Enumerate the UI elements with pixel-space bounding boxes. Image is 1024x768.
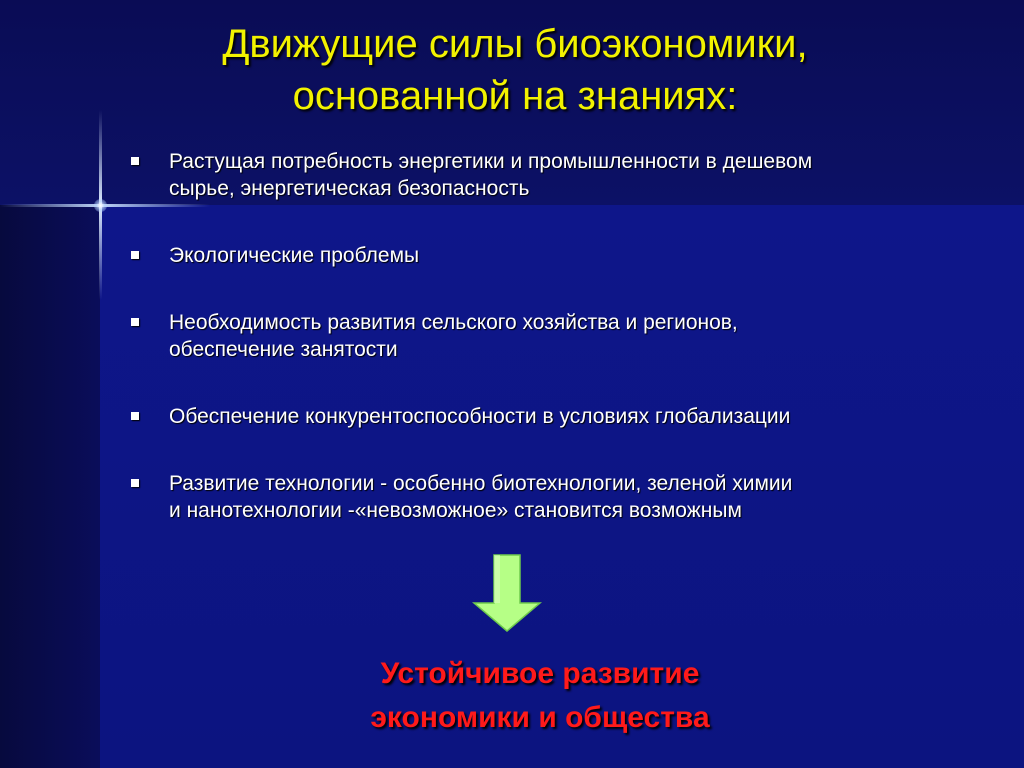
square-bullet-icon [131, 412, 139, 420]
bullet-line: и нанотехнологии -«невозможное» становится возможным [169, 499, 742, 522]
lens-flare-core [94, 199, 107, 212]
bullet-item [130, 242, 960, 269]
conclusion-text [290, 652, 790, 740]
bullet-line: Необходимость развития сельского хозяйства и регионов, [169, 311, 738, 334]
square-bullet-icon [131, 318, 139, 326]
bullet-line: Обеспечение конкурентоспособности в условиях глобализации [169, 405, 791, 428]
slide-title-line-2: основанной на знаниях: [292, 74, 738, 118]
slide-title-line-1: Движущие силы биоэкономики, [222, 22, 808, 66]
bullet-list [130, 148, 960, 524]
bullet-line: Развитие технологии - особенно биотехнологии, зеленой химии [169, 472, 793, 495]
square-bullet-icon [131, 251, 139, 259]
bullet-item [130, 309, 960, 363]
conclusion-line-1: Устойчивое развитие [380, 657, 700, 690]
square-bullet-icon [131, 157, 139, 165]
arrow-down-icon [472, 553, 542, 633]
bullet-line: Экологические проблемы [169, 244, 420, 267]
bullet-item [130, 148, 960, 202]
slide-background-left-band [0, 205, 100, 768]
conclusion-line-2: экономики и общества [370, 701, 710, 734]
bullet-line: Растущая потребность энергетики и промышленности в дешевом [169, 150, 813, 173]
square-bullet-icon [131, 479, 139, 487]
slide-title [130, 18, 900, 122]
bullet-line: сырье, энергетическая безопасность [169, 177, 530, 200]
bullet-item [130, 403, 960, 430]
bullet-line: обеспечение занятости [169, 338, 398, 361]
bullet-item [130, 470, 960, 524]
